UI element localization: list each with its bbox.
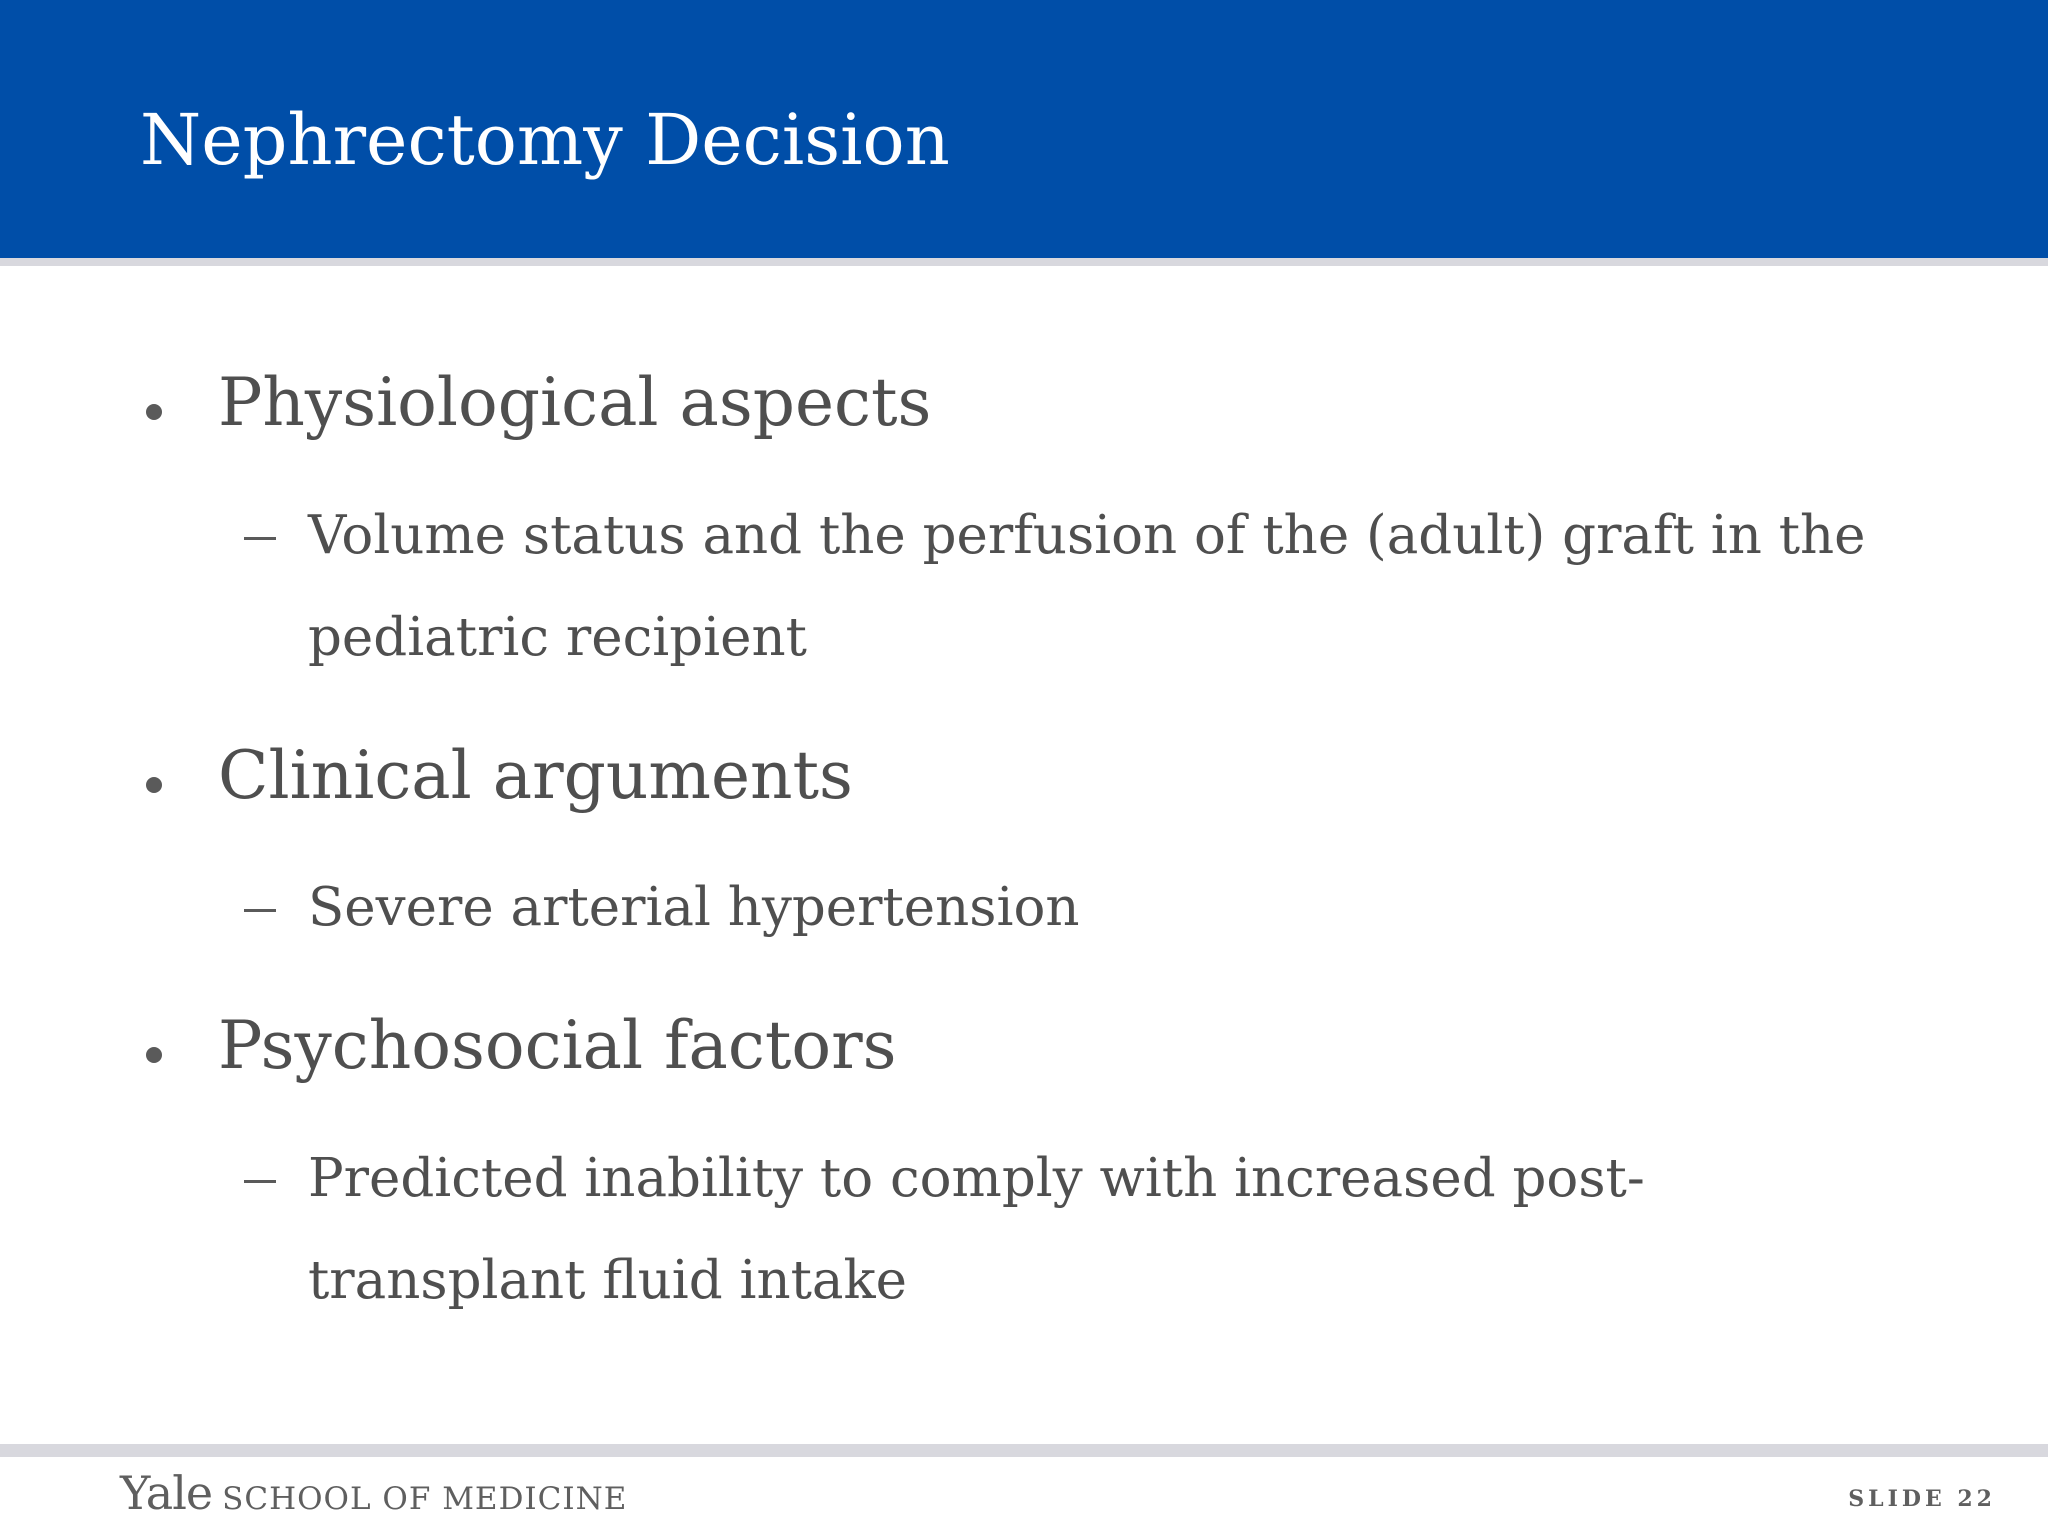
slide-number: SLIDE 22 xyxy=(1848,1486,1996,1512)
yale-school-of-medicine-logo xyxy=(120,1466,627,1526)
bullet-icon xyxy=(146,1047,162,1063)
footer-divider xyxy=(0,1444,2048,1457)
logo-school-wordmark: SCHOOL OF MEDICINE xyxy=(222,1481,628,1517)
bullet-icon xyxy=(146,404,162,420)
sub-bullet-hypertension: Severe arterial hypertension xyxy=(308,877,1080,938)
dash-icon xyxy=(244,909,276,912)
sub-bullet-fluid-intake: Predicted inability to comply with increased post-transplant fluid intake xyxy=(308,1148,1645,1311)
slide-title: Nephrectomy Decision xyxy=(140,99,950,181)
bullet-physiological-aspects: Physiological aspects xyxy=(218,364,932,441)
sub-bullet-volume-status: Volume status and the perfusion of the (adult) graft in the pediatric recipient xyxy=(308,505,1866,668)
bullet-clinical-arguments: Clinical arguments xyxy=(218,737,853,814)
dash-icon xyxy=(244,537,276,540)
bullet-psychosocial-factors: Psychosocial factors xyxy=(218,1007,897,1084)
bullet-icon xyxy=(146,777,162,793)
logo-yale-wordmark: Yale xyxy=(120,1466,213,1520)
dash-icon xyxy=(244,1180,276,1183)
